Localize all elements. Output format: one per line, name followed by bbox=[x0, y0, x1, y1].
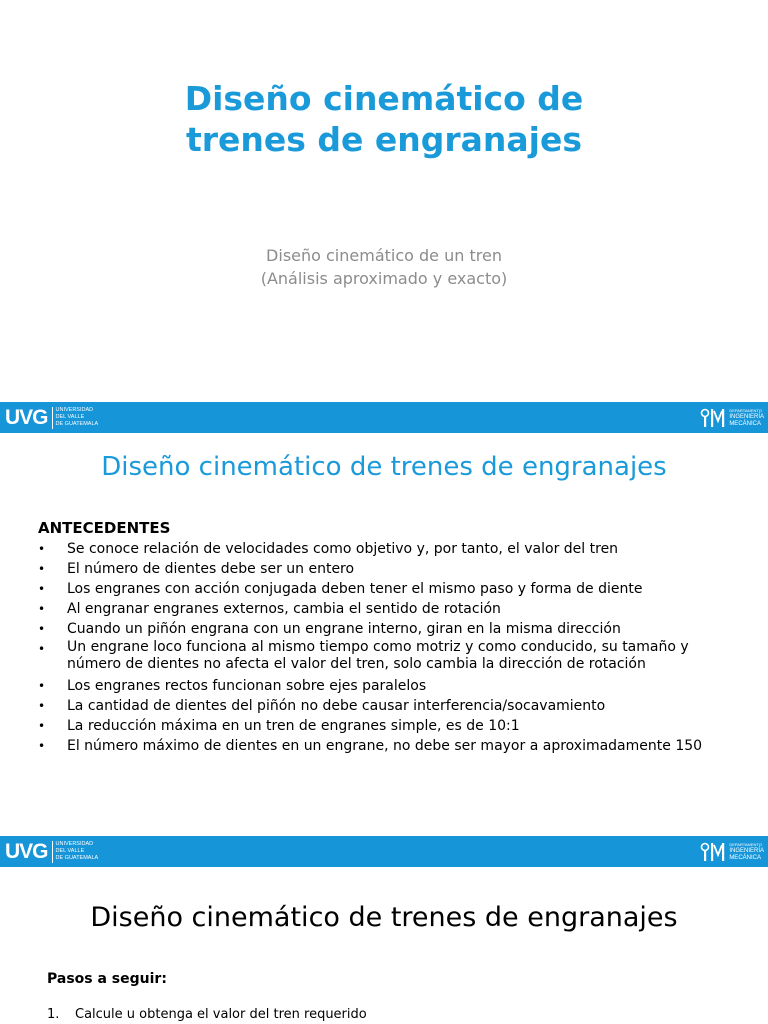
list-item bbox=[38, 539, 738, 559]
antecedentes-heading: ANTECEDENTES bbox=[38, 519, 171, 537]
list-item-text: Al engranar engranes externos, cambia el sentido de rotación bbox=[67, 601, 501, 617]
uvg-logo bbox=[5, 405, 98, 430]
step-item bbox=[47, 1006, 367, 1024]
subtitle-line-2: (Análisis aproximado y exacto) bbox=[260, 269, 508, 288]
bullet-icon: • bbox=[38, 642, 46, 656]
mechanical-engineering-text bbox=[729, 407, 764, 428]
mechanical-engineering-logo bbox=[700, 839, 764, 864]
list-item bbox=[38, 599, 738, 619]
steps-heading: Pasos a seguir: bbox=[47, 971, 167, 987]
im-line: INGENIERÍA bbox=[729, 848, 764, 854]
uvg-line: UNIVERSIDAD bbox=[55, 841, 94, 847]
title-line-1: Diseño cinemático de bbox=[184, 79, 584, 118]
slide-1-title bbox=[0, 78, 768, 160]
uvg-logo-text: UVG bbox=[5, 839, 48, 863]
im-line: MECÁNICA bbox=[729, 421, 761, 427]
list-item bbox=[38, 639, 738, 676]
uvg-line: UNIVERSIDAD bbox=[55, 407, 94, 413]
bullet-icon: • bbox=[38, 562, 46, 576]
mechanical-engineering-text bbox=[729, 841, 764, 862]
title-line-2: trenes de engranajes bbox=[185, 120, 583, 159]
subtitle-line-1: Diseño cinemático de un tren bbox=[266, 246, 502, 265]
list-item-text: Cuando un piñón engrana con un engrane interno, giran en la misma dirección bbox=[67, 621, 621, 637]
uvg-logo-subtext bbox=[56, 407, 99, 428]
list-item bbox=[38, 579, 738, 599]
header-band bbox=[0, 836, 768, 867]
list-item-text: Los engranes con acción conjugada deben tener el mismo paso y forma de diente bbox=[67, 581, 643, 597]
list-item bbox=[38, 716, 738, 736]
list-item bbox=[38, 696, 738, 716]
list-item-text: El número de dientes debe ser un entero bbox=[67, 561, 355, 577]
wrench-gear-icon bbox=[700, 841, 726, 863]
logo-divider bbox=[52, 407, 53, 429]
slide-3 bbox=[0, 836, 768, 1024]
bullet-icon: • bbox=[38, 719, 46, 733]
bullet-icon: • bbox=[38, 699, 46, 713]
antecedentes-list bbox=[38, 539, 738, 756]
bullet-icon: • bbox=[38, 739, 46, 753]
im-line: DEPARTAMENTO bbox=[729, 842, 762, 847]
im-line: DEPARTAMENTO bbox=[729, 408, 762, 413]
steps-list bbox=[47, 1006, 367, 1024]
im-line: MECÁNICA bbox=[729, 855, 761, 861]
uvg-logo-subtext bbox=[56, 841, 99, 862]
slide-1 bbox=[0, 0, 768, 402]
bullet-icon: • bbox=[38, 542, 46, 556]
uvg-line: DE GUATEMALA bbox=[55, 421, 99, 427]
im-line: INGENIERÍA bbox=[729, 414, 764, 420]
slide-3-title: Diseño cinemático de trenes de engranajes bbox=[90, 902, 678, 933]
slide-1-subtitle bbox=[0, 244, 768, 290]
list-item bbox=[38, 676, 738, 696]
list-item bbox=[38, 736, 738, 756]
wrench-gear-icon bbox=[700, 407, 726, 429]
bullet-icon: • bbox=[38, 582, 46, 596]
logo-divider bbox=[52, 841, 53, 863]
list-item-text: La reducción máxima en un tren de engranes simple, es de 10:1 bbox=[67, 718, 520, 734]
mechanical-engineering-logo bbox=[700, 405, 764, 430]
list-item-text: Se conoce relación de velocidades como objetivo y, por tanto, el valor del tren bbox=[67, 541, 619, 557]
slide-2 bbox=[0, 402, 768, 836]
uvg-line: DEL VALLE bbox=[55, 414, 85, 420]
list-item-text: Los engranes rectos funcionan sobre ejes paralelos bbox=[67, 678, 427, 694]
uvg-line: DEL VALLE bbox=[55, 848, 85, 854]
list-item-text: La cantidad de dientes del piñón no debe causar interferencia/socavamiento bbox=[67, 698, 606, 714]
uvg-logo bbox=[5, 839, 98, 864]
step-number: 1. bbox=[47, 1007, 60, 1022]
bullet-icon: • bbox=[38, 679, 46, 693]
bullet-icon: • bbox=[38, 622, 46, 636]
uvg-line: DE GUATEMALA bbox=[55, 855, 99, 861]
uvg-logo-text: UVG bbox=[5, 405, 48, 429]
list-item-text: Un engrane loco funciona al mismo tiempo como motriz y como conducido, su tamaño y número de dientes no afecta el valor del tren, solo cambia la dirección de rotación bbox=[67, 639, 689, 672]
slide-2-title: Diseño cinemático de trenes de engranajes bbox=[101, 452, 667, 482]
bullet-icon: • bbox=[38, 602, 46, 616]
list-item bbox=[38, 559, 738, 579]
list-item-text: El número máximo de dientes en un engrane, no debe ser mayor a aproximadamente 150 bbox=[67, 738, 703, 754]
list-item bbox=[38, 619, 738, 639]
header-band bbox=[0, 402, 768, 433]
step-text: Calcule u obtenga el valor del tren requerido bbox=[75, 1007, 367, 1022]
